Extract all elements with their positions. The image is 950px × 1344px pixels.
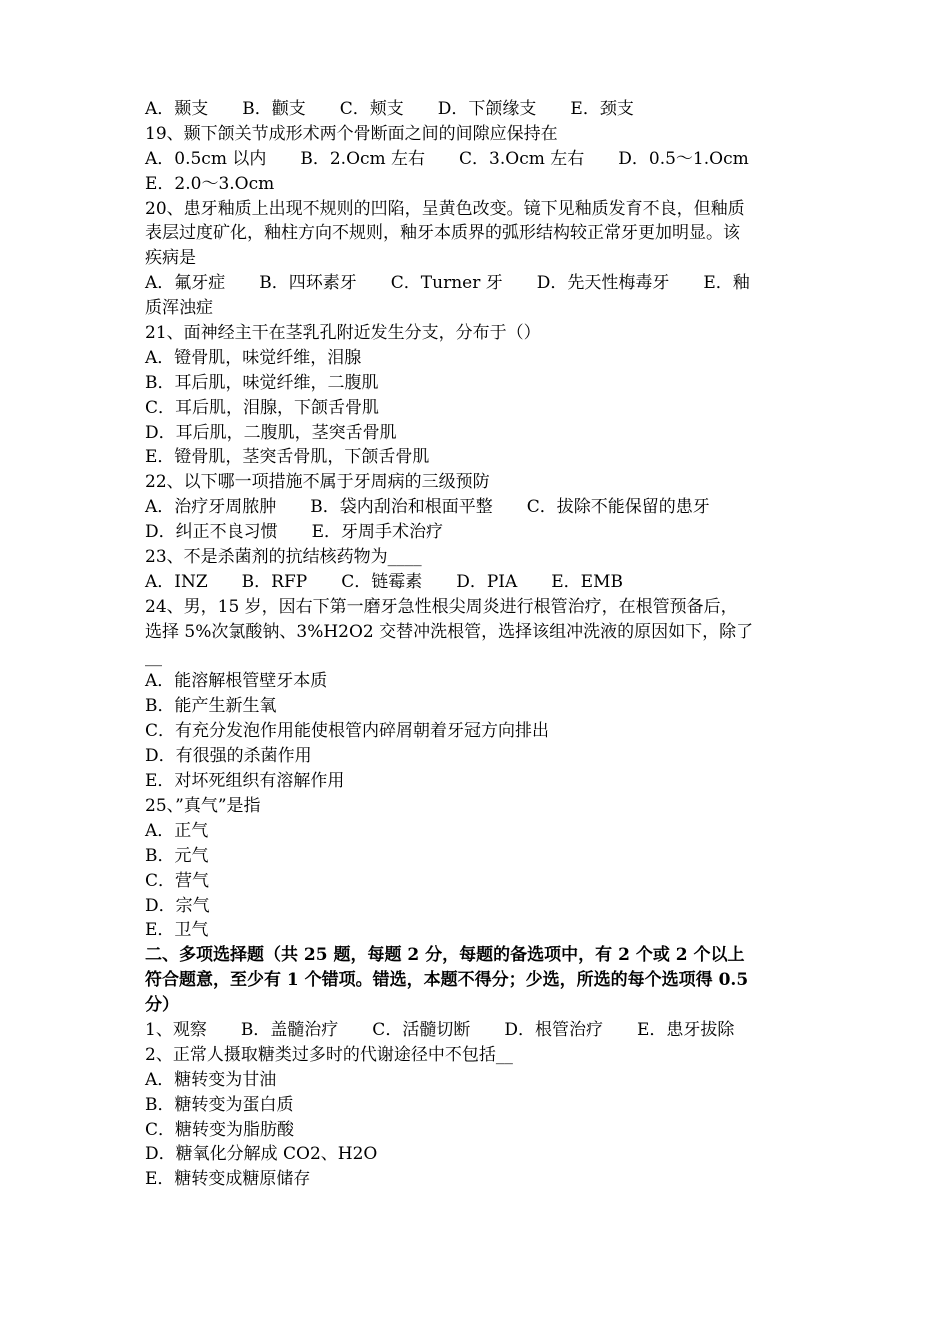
text-line: D．纠正不良习惯 E．牙周手术治疗: [145, 522, 444, 543]
text-line: A．0.5cm 以内 B．2.Ocm 左右 C．3.Ocm 左右 D．0.5～1.Ocm: [145, 148, 749, 169]
text-line: 表层过度矿化，釉柱方向不规则，釉牙本质界的弧形结构较正常牙更加明显。该: [145, 223, 740, 244]
text-line: E．糖转变成糖原储存: [145, 1169, 311, 1190]
text-line: 23、不是杀菌剂的抗结核药物为____: [145, 547, 422, 568]
text-line: A．治疗牙周脓肿 B．袋内刮治和根面平整 C．拔除不能保留的患牙: [145, 497, 710, 518]
text-line: A．氟牙症 B．四环素牙 C．Turner 牙 D．先天性梅毒牙 E．釉: [145, 273, 750, 294]
section-heading-line: 二、多项选择题（共 25 题，每题 2 分，每题的备选项中，有 2 个或 2 个以上: [145, 945, 745, 966]
text-line: E．镫骨肌，茎突舌骨肌，下颌舌骨肌: [145, 447, 430, 468]
text-line: A．正气: [145, 820, 209, 841]
text-line: A．镫骨肌，味觉纤维，泪腺: [145, 347, 362, 368]
text-line: 24、男，15 岁，因右下第一磨牙急性根尖周炎进行根管治疗，在根管预备后，: [145, 596, 738, 617]
text-line: 25、”真气”是指: [145, 795, 261, 816]
text-line: 质浑浊症: [145, 298, 213, 319]
text-line: C．有充分发泡作用能使根管内碎屑朝着牙冠方向排出: [145, 721, 550, 742]
text-line: 19、颞下颌关节成形术两个骨断面之间的间隙应保持在: [145, 123, 558, 144]
text-line: D．有很强的杀菌作用: [145, 746, 312, 767]
text-line: C．糖转变为脂肪酸: [145, 1119, 295, 1140]
text-line: 选择 5%次氯酸钠、3%H2O2 交替冲洗根管，选择该组冲洗液的原因如下，除了: [145, 621, 754, 642]
text-line: 1、观察 B．盖髓治疗 C．活髓切断 D．根管治疗 E．患牙拔除: [145, 1019, 735, 1040]
text-line: D．宗气: [145, 895, 210, 916]
text-line: 2、正常人摄取糖类过多时的代谢途径中不包括__: [145, 1044, 513, 1065]
text-line: E．2.0～3.Ocm: [145, 173, 275, 194]
text-line: B．能产生新生氧: [145, 696, 277, 717]
text-line: A．颞支 B．颧支 C．颊支 D．下颌缘支 E．颈支: [145, 99, 634, 119]
exam-text-block: [145, 97, 815, 1192]
text-line: 20、患牙釉质上出现不规则的凹陷，呈黄色改变。镜下见釉质发育不良，但釉质: [145, 198, 745, 219]
section-heading-line: 符合题意，至少有 1 个错项。错选，本题不得分；少选，所选的每个选项得 0.5: [145, 970, 749, 991]
section-heading-line: 分）: [145, 995, 179, 1016]
text-line: A．能溶解根管壁牙本质: [145, 671, 328, 692]
text-line: D．糖氧化分解成 CO2、H2O: [145, 1144, 378, 1165]
text-line: B．糖转变为蛋白质: [145, 1094, 294, 1115]
text-line: C．营气: [145, 870, 210, 891]
text-line: B．元气: [145, 845, 209, 866]
text-line: A．糖转变为甘油: [145, 1069, 277, 1090]
text-line: E．对坏死组织有溶解作用: [145, 771, 345, 792]
text-line: A．INZ B．RFP C．链霉素 D．PIA E．EMB: [145, 571, 623, 592]
text-line: D．耳后肌，二腹肌，茎突舌骨肌: [145, 422, 397, 443]
text-line: E．卫气: [145, 920, 209, 941]
text-line: 疾病是: [145, 248, 196, 269]
text-line: 22、以下哪一项措施不属于牙周病的三级预防: [145, 472, 490, 493]
text-line: 21、面神经主干在茎乳孔附近发生分支，分布于（）: [145, 323, 541, 344]
text-line: C．耳后肌，泪腺，下颌舌骨肌: [145, 397, 380, 418]
text-line: __: [145, 646, 162, 667]
text-line: B．耳后肌，味觉纤维，二腹肌: [145, 372, 379, 393]
